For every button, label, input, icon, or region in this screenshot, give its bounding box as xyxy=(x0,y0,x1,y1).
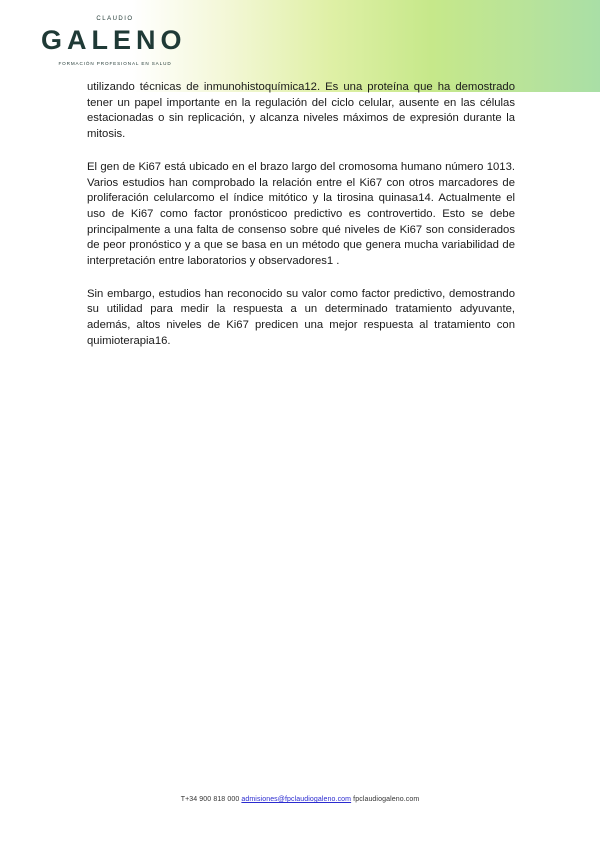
claudio-galeno-logo xyxy=(40,16,190,72)
logo-top-text: CLAUDIO xyxy=(96,16,134,22)
page-footer xyxy=(0,796,600,803)
footer-phone: T+34 900 818 000 xyxy=(180,796,240,803)
document-body xyxy=(87,80,515,367)
logo-main-text: GALENO xyxy=(41,25,187,55)
footer-email-link[interactable]: admisiones@fpclaudiogaleno.com xyxy=(241,796,352,803)
footer-website: fpclaudiogaleno.com xyxy=(353,796,420,803)
logo-subtitle: FORMACIÓN PROFESIONAL EN SALUD xyxy=(58,61,172,66)
paragraph-1: utilizando técnicas de inmunohistoquímica12. Es una proteína que ha demostrado tener un papel importante en la regulación del ciclo celular, ausente en las células estacionadas o sin replicación, y alcanza niveles máximos de expresión durante la mitosis. xyxy=(87,81,515,141)
paragraph-3: Sin embargo, estudios han reconocido su valor como factor predictivo, demostrando su utilidad para medir la respuesta a un determinado tratamiento adyuvante, además, altos niveles de Ki67 predicen una mejor respuesta al tratamiento con quimioterapia16. xyxy=(87,287,515,347)
paragraph-2: El gen de Ki67 está ubicado en el brazo largo del cromosoma humano número 1013. Varios estudios han comprobado la relación entre el Ki67 con otros marcadores de proliferación celularcomo el índice mitótico y la tirosina quinasa14. Actualmente el uso de Ki67 como factor pronósticoo predictivo es controvertido. Esto se debe principalmente a una falta de consenso sobre qué niveles de Ki67 son considerados de peor pronóstico y a que se basa en un método que genera mucha variabilidad de interpretación entre laboratorios y observadores1 . xyxy=(87,160,515,268)
